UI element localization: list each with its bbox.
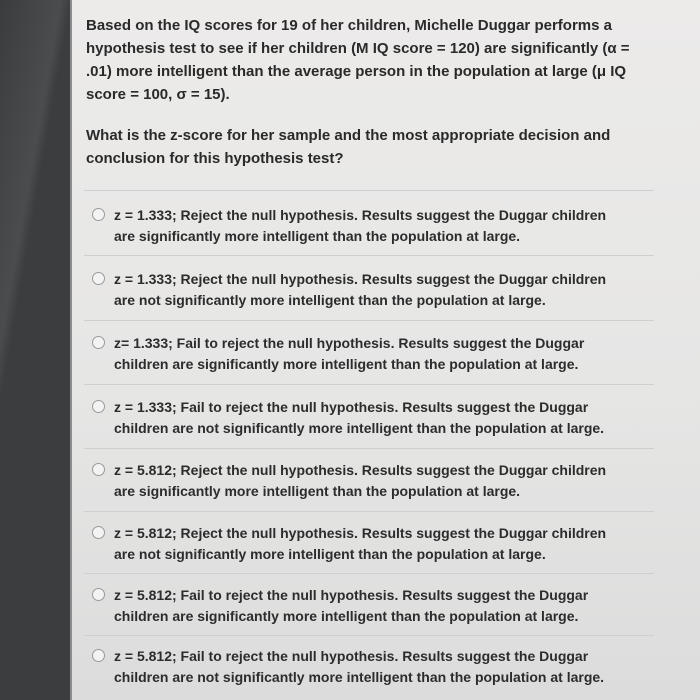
- radio-button-5[interactable]: [92, 463, 105, 476]
- answer-option-label: z = 5.812; Reject the null hypothesis. Results suggest the Duggar children are not significantly more intelligent than the population at large.: [114, 525, 607, 562]
- radio-button-3[interactable]: [92, 336, 105, 349]
- radio-button-8[interactable]: [92, 649, 105, 662]
- question-stem: Based on the IQ scores for 19 of her children, Michelle Duggar performs a hypothesis test to see if her children (M IQ score = 120) are significantly (α = .01) more intelligent than the average person in the population at large (μ IQ score = 100, σ = 15).: [86, 17, 630, 103]
- question-prompt: What is the z-score for her sample and the most appropriate decision and conclusion for this hypothesis test?: [86, 127, 611, 167]
- answer-option-label: z = 5.812; Reject the null hypothesis. Results suggest the Duggar children are significantly more intelligent than the population at large.: [114, 462, 607, 499]
- answer-option-label: z = 1.333; Fail to reject the null hypothesis. Results suggest the Duggar children are not significantly more intelligent than the population at large.: [114, 399, 605, 436]
- option-divider: [84, 573, 654, 574]
- option-divider: [84, 384, 654, 385]
- answer-option-label: z = 5.812; Fail to reject the null hypothesis. Results suggest the Duggar children are not significantly more intelligent than the population at large.: [114, 648, 605, 685]
- radio-button-7[interactable]: [92, 588, 105, 601]
- answer-option-label: z = 1.333; Reject the null hypothesis. Results suggest the Duggar children are not significantly more intelligent than the population at large.: [114, 271, 607, 308]
- option-divider: [84, 635, 654, 636]
- option-divider: [84, 511, 654, 512]
- radio-button-2[interactable]: [92, 272, 105, 285]
- answer-option-label: z = 5.812; Fail to reject the null hypothesis. Results suggest the Duggar children are significantly more intelligent than the population at large.: [114, 587, 589, 624]
- answer-option-label: z = 1.333; Reject the null hypothesis. Results suggest the Duggar children are significantly more intelligent than the population at large.: [114, 207, 607, 244]
- option-divider: [84, 448, 654, 449]
- option-divider: [84, 255, 654, 256]
- radio-button-6[interactable]: [92, 526, 105, 539]
- answer-option-label: z= 1.333; Fail to reject the null hypothesis. Results suggest the Duggar children are significantly more intelligent than the population at large.: [114, 335, 585, 372]
- options-divider: [84, 190, 654, 191]
- radio-button-4[interactable]: [92, 400, 105, 413]
- radio-button-1[interactable]: [92, 208, 105, 221]
- quiz-page: [70, 0, 700, 700]
- option-divider: [84, 320, 654, 321]
